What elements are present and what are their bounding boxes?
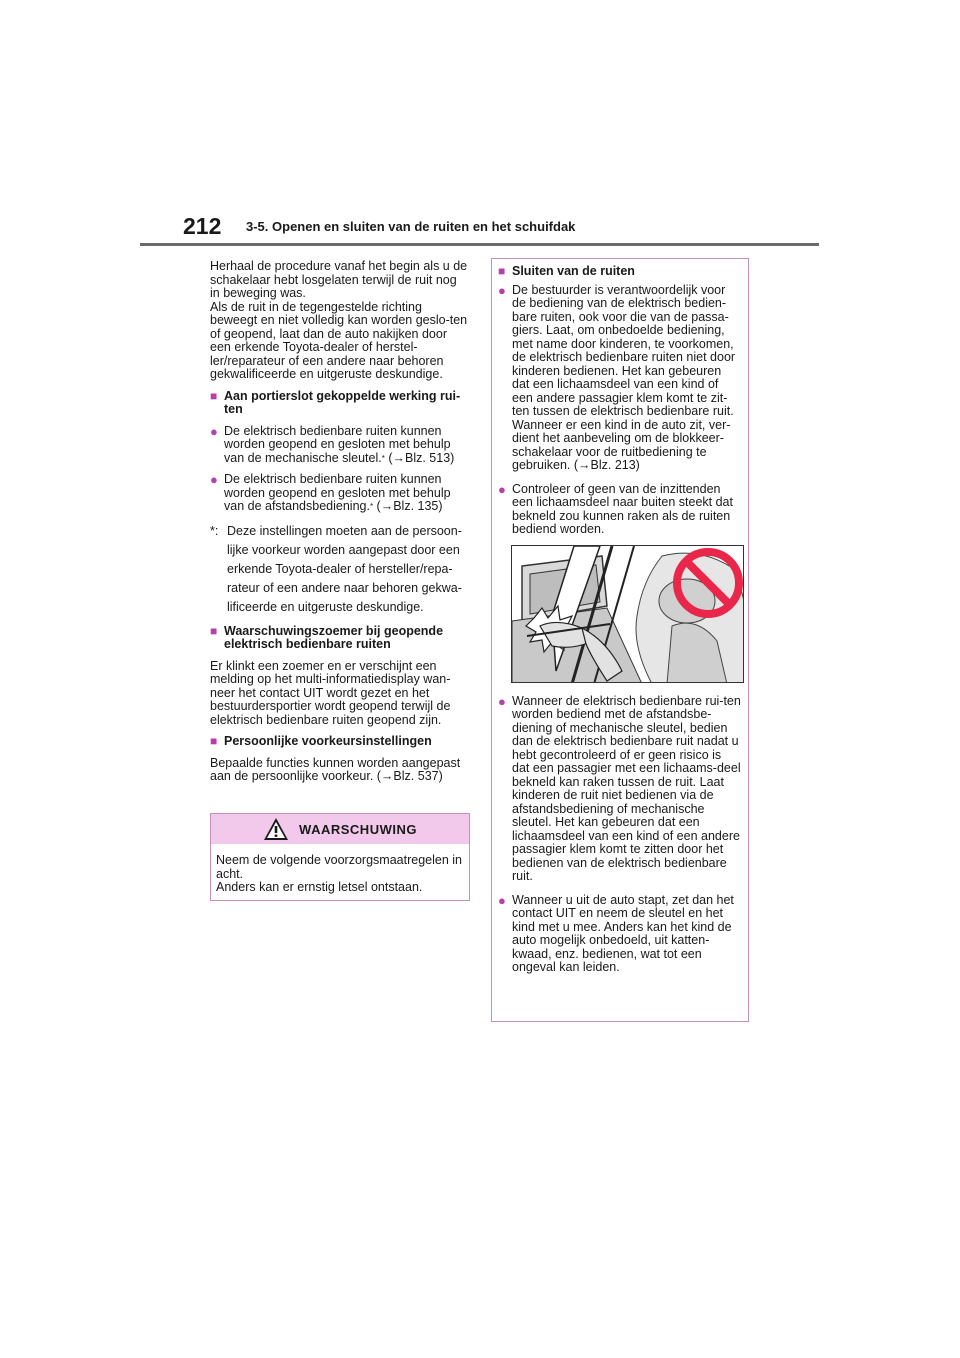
intro-paragraph-1: Herhaal de procedure vanaf het begin als u de schakelaar hebt losgelaten terwijl de ruit nog in beweging was. <box>210 259 468 300</box>
pinched-hand-illustration <box>511 545 744 683</box>
bullet-remote-operation: ● Wanneer de elektrisch bedienbare rui-ten worden bediend met de afstandsbe-diening of mechanische sleutel, bedien dan de elektrisch bedienbare ruit nadat u hebt gecontroleerd of er geen risico is dat een passagier met een lichaams-deel bekneld kan raken tussen de ruit. Laat kinderen de ruit niet bedienen via de afstandsbediening of mechanische sleutel. Het kan gebeuren dat een lichaamsdeel van een kind of een andere passagier klem komt te zitten door het bedienen van de elektrisch bedienbare ruit. <box>498 693 741 883</box>
buzzer-paragraph: Er klinkt een zoemer en er verschijnt een melding op het multi-informatiedisplay wan-neer het contact UIT wordt gezet en het bestuurdersportier wordt geopend terwijl de elektrisch bedienbare ruiten geopend zijn. <box>210 658 451 727</box>
heading-closing-windows: ■ Sluiten van de ruiten <box>498 264 635 278</box>
bullet-driver-responsibility: ● De bestuurder is verantwoordelijk voor de bediening van de elektrisch bedien-bare ruiten, ook voor die van de passa-giers. Laat, om onbedoelde bediening, met name door kinderen, te voorkomen, de elektrisch bedienbare ruiten niet door kinderen bedienen. Het kan gebeuren dat een lichaamsdeel van een kind of een andere passagier klem komt te zit-ten tussen de elektrisch bedienbare ruit. Wanneer er een kind in de auto zit, ver-dient het aanbeveling om de blokkeer-schakelaar voor de ruitbediening te gebruiken. (→Blz. 213) <box>498 282 736 472</box>
header-rule <box>140 243 819 246</box>
circle-bullet-icon: ● <box>498 693 506 709</box>
footnote: *: Deze instellingen moeten aan de persoon-lijke voorkeur worden aangepast door een erkende Toyota-dealer of hersteller/repa-rateur of een andere naar behoren gekwa-lificeerde en uitgeruste deskundige. <box>210 523 462 614</box>
warning-box <box>210 813 470 901</box>
right-column-box <box>491 258 749 1022</box>
intro-paragraph-2: Als de ruit in de tegengestelde richting beweegt en niet volledig kan worden geslo-ten of geopend, laat dan de auto nakijken door een erkende Toyota-dealer of herstel-ler/reparateur of een andere naar behoren gekwalificeerde en uitgeruste deskundige. <box>210 299 468 381</box>
warning-triangle-icon <box>263 817 289 841</box>
square-bullet-icon: ■ <box>210 623 218 638</box>
heading-door-lock: ■ Aan portierslot gekoppelde werking rui-ten <box>210 388 461 416</box>
bullet-remote-control: ● De elektrisch bedienbare ruiten kunnen worden geopend en gesloten met behulp van de afstandsbediening.* (→Blz. 135) <box>210 472 451 513</box>
warning-line-1: Neem de volgende voorzorgsmaatregelen in acht. <box>216 853 462 881</box>
square-bullet-icon: ■ <box>210 734 218 748</box>
bullet-check-occupants: ● Controleer of geen van de inzittenden een lichaamsdeel naar buiten steekt dat bekneld zou kunnen raken als de ruiten bediend worden. <box>498 481 733 536</box>
bullet-leaving-vehicle: ● Wanneer u uit de auto stapt, zet dan het contact UIT en neem de sleutel en het kind met u mee. Anders kan het kind de auto mogelijk onbedoeld, uit katten-kwaad, enz. bedienen, wat tot een ongeval kan leiden. <box>498 892 734 974</box>
warning-header <box>211 814 469 844</box>
warning-body <box>211 844 469 905</box>
square-bullet-icon: ■ <box>498 264 506 278</box>
circle-bullet-icon: ● <box>498 892 506 908</box>
heading-buzzer: ■ Waarschuwingszoemer bij geopende elektrisch bedienbare ruiten <box>210 623 444 651</box>
warning-line-2: Anders kan er ernstig letsel ontstaan. <box>216 880 423 894</box>
circle-bullet-icon: ● <box>498 481 506 497</box>
warning-title: WAARSCHUWING <box>299 821 417 837</box>
asterisk-mark: * <box>381 453 385 463</box>
bullet-mechanical-key: ● De elektrisch bedienbare ruiten kunnen worden geopend en gesloten met behulp van de mechanische sleutel.* (→Blz. 513) <box>210 423 455 465</box>
circle-bullet-icon: ● <box>498 282 506 298</box>
circle-bullet-icon: ● <box>210 423 218 439</box>
square-bullet-icon: ■ <box>210 388 218 403</box>
personal-settings-paragraph: Bepaalde functies kunnen worden aangepast aan de persoonlijke voorkeur. (→Blz. 537) <box>210 755 461 783</box>
page-number: 212 <box>183 213 222 239</box>
heading-personal-settings: ■ Persoonlijke voorkeursinstellingen <box>210 734 432 748</box>
left-column <box>210 260 469 792</box>
circle-bullet-icon: ● <box>210 472 218 487</box>
section-title: 3-5. Openen en sluiten van de ruiten en het schuifdak <box>246 219 576 234</box>
illustration-drawing <box>512 546 744 683</box>
asterisk-mark: * <box>369 502 374 511</box>
